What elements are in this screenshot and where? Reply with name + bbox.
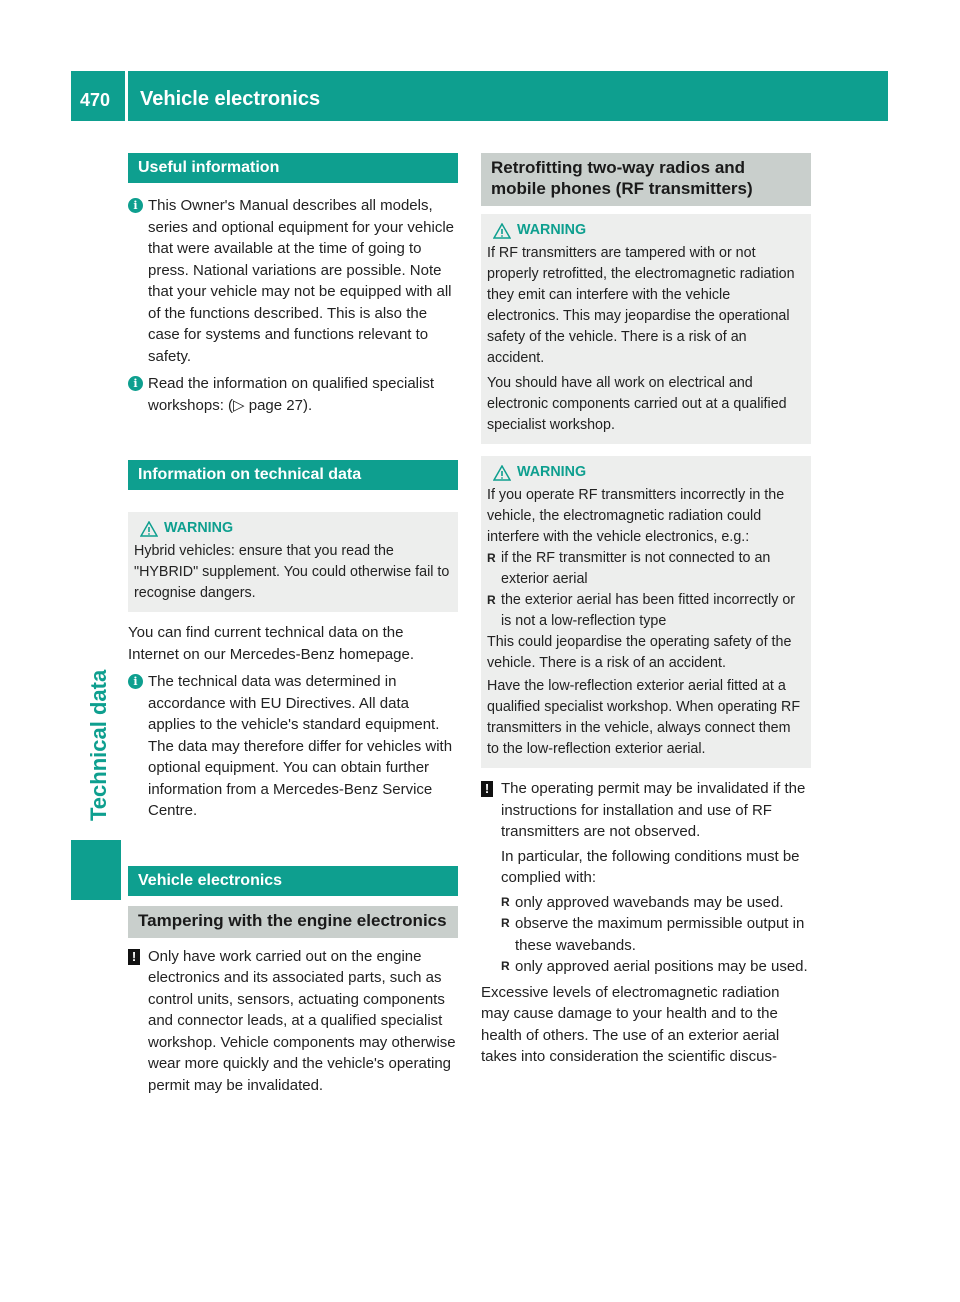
caution-note [128, 946, 458, 1097]
info-note [128, 373, 458, 416]
paragraph: You can find current technical data on the Internet on our Mercedes-Benz homepage. [128, 624, 415, 663]
info-text[interactable]: Read the information on qualified specialist workshops: (▷ page 27). [148, 375, 435, 414]
bullet-icon: R [501, 894, 510, 909]
info-text: This Owner's Manual describes all models, series and optional equipment for your vehicle that were available at the time of going to press. National variations are possible. Note that your vehicle may not be equipped with all of the functions described. This is also the case for systems and functions relevant to safety. [148, 197, 455, 365]
warning-text: Have the low-reflection exterior aerial fitted at a qualified specialist workshop. When operating RF transmitters in the vehicle, always connect them to the low-reflection exterior aerial. [487, 678, 801, 757]
warning-label: WARNING [164, 520, 234, 536]
caution-text: Only have work carried out on the engine electronics and its associated parts, such as control units, sensors, actuating components and connector leads, at a qualified specialist workshop. Vehicle components may otherwise wear more quickly and the vehicle's operating permit may be invalidated. [148, 947, 456, 1094]
bullet-icon: R [501, 959, 510, 973]
bullet-icon: R [501, 916, 510, 930]
bullet-icon: R [487, 551, 496, 565]
warning-header [487, 462, 805, 483]
info-icon: i [128, 376, 143, 391]
list-item-text: only approved aerial positions may be used. [515, 958, 808, 975]
warning-triangle-icon [493, 465, 511, 481]
list-item [501, 913, 811, 956]
list-item [501, 892, 811, 914]
warning-text: If you operate RF transmitters incorrectly in the vehicle, the electromagnetic radiation could interfere with the vehicle electronics, e.g.: [487, 487, 785, 545]
warning-text: You should have all work on electrical and electronic components carried out at a qualified specialist workshop. [487, 375, 787, 433]
warning-box [128, 512, 458, 612]
subsection-heading-tampering: Tampering with the engine electronics [128, 906, 458, 938]
paragraph: Excessive levels of electromagnetic radiation may cause damage to your health and to the health of others. The use of an exterior aerial takes into consideration the scientific discus- [481, 983, 780, 1065]
warning-triangle-icon [140, 521, 158, 537]
bullet-icon: R [487, 593, 496, 607]
warning-text: Hybrid vehicles: ensure that you read the "HYBRID" supplement. You could otherwise fail to recognise dangers. [134, 543, 450, 601]
warning-text: If RF transmitters are tampered with or not properly retrofitted, the electromagnetic radiation they emit can interfere with the vehicle electronics. This may jeopardise the operational safety of the vehicle. There is a risk of an accident. [487, 245, 795, 366]
warning-text: This could jeopardise the operating safety of the vehicle. There is a risk of an accident. [487, 634, 792, 671]
info-text: The technical data was determined in accordance with EU Directives. All data applies to the vehicle's standard equipment. The data may therefore differ for vehicles with optional equipment. You can obtain further information from a Mercedes-Benz Service Centre. [148, 673, 453, 819]
info-note [128, 195, 458, 367]
warning-box [481, 456, 811, 768]
warning-label: WARNING [517, 464, 587, 480]
page-number: 470 [80, 90, 111, 110]
caution-icon: ! [481, 781, 493, 797]
list-item [487, 590, 805, 632]
list-item-text: observe the maximum permissible output in these wavebands. [515, 915, 805, 954]
list-item-text: only approved wavebands may be used. [515, 893, 784, 911]
caution-text: The operating permit may be invalidated if the instructions for installation and use of RF transmitters are not observed. [501, 780, 806, 840]
page-title: Vehicle electronics [140, 88, 321, 110]
section-heading-technical-data: Information on technical data [128, 460, 458, 490]
caution-icon: ! [128, 949, 140, 965]
right-column [481, 153, 811, 1068]
list-item-text: the exterior aerial has been fitted incorrectly or is not a low-reflection type [501, 592, 796, 629]
left-column [128, 153, 458, 1096]
list-item-text: if the RF transmitter is not connected to an exterior aerial [501, 550, 771, 587]
list-item [487, 548, 805, 590]
warning-triangle-icon [493, 223, 511, 239]
caution-text: In particular, the following conditions must be complied with: [501, 847, 800, 886]
info-icon: i [128, 674, 143, 689]
section-heading-useful-information: Useful information [128, 153, 458, 183]
header-divider [125, 71, 128, 121]
list-item [501, 956, 811, 978]
section-heading-vehicle-electronics: Vehicle electronics [128, 866, 458, 896]
warning-header [134, 518, 452, 539]
warning-label: WARNING [517, 222, 587, 238]
warning-box [481, 214, 811, 444]
side-tab-block [71, 840, 121, 900]
info-icon: i [128, 198, 143, 213]
warning-header [487, 220, 805, 241]
caution-note [481, 778, 811, 978]
subsection-heading-retrofitting: Retrofitting two-way radios and mobile phones (RF transmitters) [481, 153, 811, 206]
info-note [128, 671, 458, 822]
side-tab-label: Technical data [86, 669, 111, 821]
